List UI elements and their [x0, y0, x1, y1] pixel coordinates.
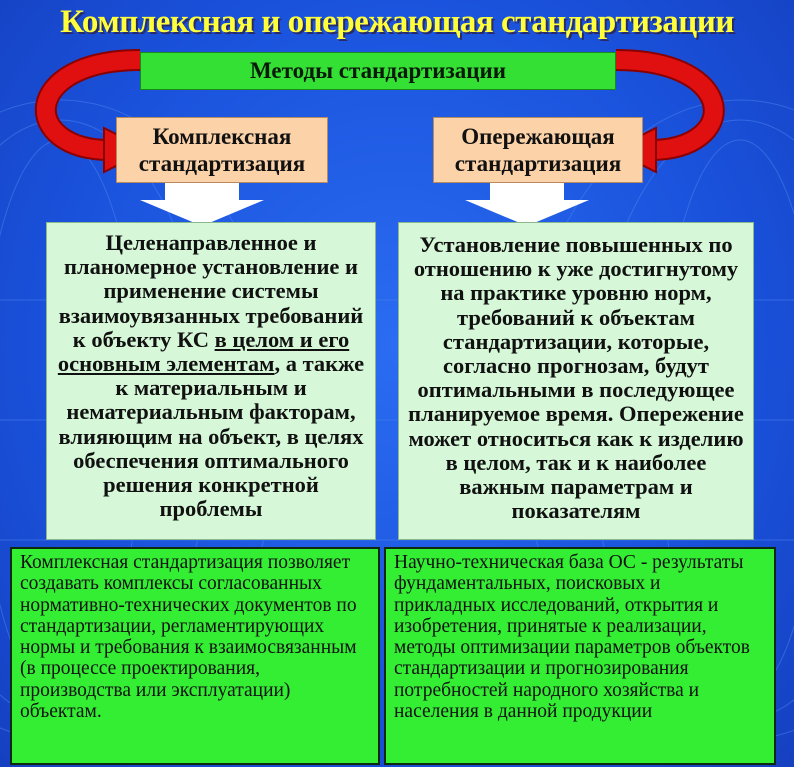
complex-definition-box — [46, 222, 376, 540]
complex-benefit-text: Комплексная стандартизация позволяет создавать комплексы согласованных нормативно-технических документов по стандартизации, регламентирующих нормы и требования к взаимосвязанным (в процессе проектирования, производства или эксплуатации) объектам. — [20, 552, 357, 723]
complex-definition-underline-1: в целом и его — [214, 326, 350, 352]
complex-heading-line1: Комплексная — [152, 124, 292, 149]
advanced-heading-line2: стандартизация — [454, 151, 622, 176]
advanced-definition-text: Установление повышенных по отношению к уже достигнутому на практике уровню норм, требований к объектам стандартизации, которые, согласно прогнозам, будут оптимальными в последующее планируемое время. Опережение может относиться как к изделию в целом, так и к наиболее важным параметрам и показателям — [408, 232, 744, 524]
advanced-standardization-heading — [433, 117, 643, 183]
complex-definition-text-start: Целенаправленное и планомерное установление и применение системы взаимоувязанных требований к объекту КС — [58, 230, 364, 352]
complex-heading-line2: стандартизация — [138, 151, 306, 176]
complex-definition-underline-2: основным элементам — [57, 351, 275, 377]
page-title: Комплексная и опережающая стандартизации — [60, 4, 734, 40]
complex-definition-text-end: , а также к материальным и нематериальным факторам, влияющим на объект, в целях обеспечения оптимального решения конкретной проблемы — [58, 351, 365, 522]
left-down-arrow-icon — [140, 183, 264, 226]
advanced-heading-line1: Опережающая — [461, 124, 615, 149]
complex-standardization-heading — [116, 117, 328, 183]
advanced-definition-box — [398, 222, 754, 540]
complex-benefit-box — [10, 547, 380, 765]
advanced-base-text: Научно-техническая база ОС - результаты фундаментальных, поисковых и прикладных исследований, открытия и изобретения, принятые к реализации, методы оптимизации параметров объектов стандартизации и прогнозирования потребностей народного хозяйства и населения в данной продукции — [394, 552, 750, 723]
methods-box: Методы стандартизации — [140, 52, 616, 90]
advanced-base-box — [384, 547, 776, 765]
right-down-arrow-icon — [465, 183, 589, 226]
